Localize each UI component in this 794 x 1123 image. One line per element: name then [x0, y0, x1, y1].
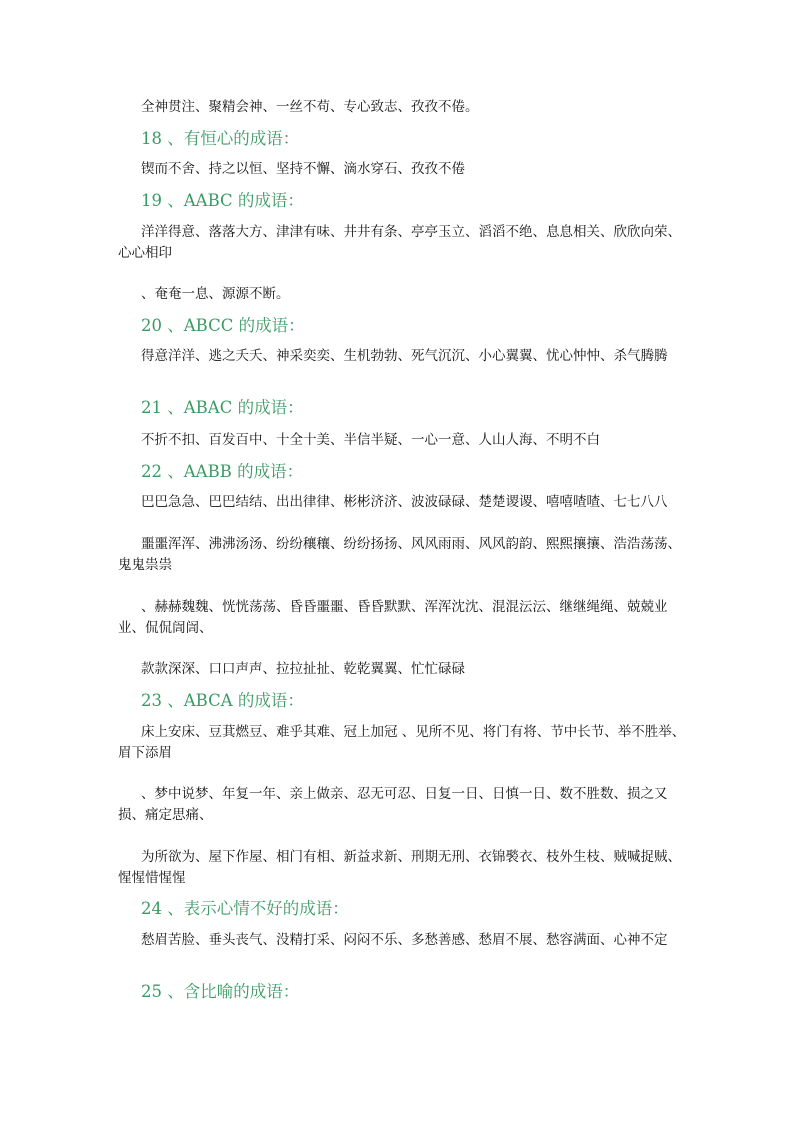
- paragraph-abcc-idioms: 得意洋洋、逃之夭夭、神采奕奕、生机勃勃、死气沉沉、小心翼翼、忧心忡忡、杀气腾腾: [141, 348, 668, 364]
- heading-23: 23 、ABCA 的成语：: [141, 691, 304, 710]
- paragraph-aabc-continued: 、奄奄一息、源源不断。: [141, 286, 290, 302]
- heading-21: 21 、ABAC 的成语：: [141, 398, 304, 417]
- paragraph-aabb-idioms-2: 噩噩浑浑、沸沸汤汤、纷纷穰穰、纷纷扬扬、风风雨雨、风风韵韵、熙熙攘攘、浩浩荡荡、鬼鬼祟祟: [118, 536, 681, 573]
- paragraph-bad-mood-idioms: 愁眉苦脸、垂头丧气、没精打采、闷闷不乐、多愁善感、愁眉不展、愁容满面、心神不定: [141, 932, 668, 948]
- paragraph-abac-idioms: 不折不扣、百发百中、十全十美、半信半疑、一心一意、人山人海、不明不白: [141, 432, 600, 448]
- heading-20: 20 、ABCC 的成语：: [141, 316, 305, 335]
- paragraph-abca-idioms-2: 、梦中说梦、年复一年、亲上做亲、忍无可忍、日复一日、日慎一日、数不胜数、损之又损、痛定思痛、: [118, 786, 668, 823]
- heading-22: 22 、AABB 的成语：: [141, 462, 304, 481]
- paragraph-aabb-idioms-1: 巴巴急急、巴巴结结、出出律律、彬彬济济、波波碌碌、楚楚谡谡、嘻嘻喳喳、七七八八: [141, 494, 668, 510]
- heading-25: 25 、含比喻的成语：: [141, 982, 300, 1001]
- paragraph-focus-idioms: 全神贯注、聚精会神、一丝不苟、专心致志、孜孜不倦。: [141, 99, 479, 115]
- paragraph-aabc-idioms: 洋洋得意、落落大方、津津有味、井井有条、亭亭玉立、滔滔不绝、息息相关、欣欣向荣、心心相印: [118, 224, 681, 261]
- heading-24: 24 、表示心情不好的成语：: [141, 899, 349, 918]
- heading-18: 18 、有恒心的成语：: [141, 129, 300, 148]
- paragraph-abca-idioms-1: 床上安床、豆萁燃豆、难乎其难、冠上加冠 、见所不见、将门有将、节中长节、举不胜举、眉下添眉: [118, 724, 686, 761]
- paragraph-perseverance-idioms: 锲而不舍、持之以恒、坚持不懈、滴水穿石、孜孜不倦: [141, 161, 465, 177]
- heading-19: 19 、AABC 的成语：: [141, 191, 304, 210]
- paragraph-abca-idioms-3: 为所欲为、屋下作屋、相门有相、新益求新、刑期无刑、衣锦褧衣、枝外生枝、贼喊捉贼、惺惺惜惺惺: [118, 849, 681, 886]
- paragraph-aabb-idioms-3: 、赫赫魏魏、恍恍荡荡、昏昏噩噩、昏昏默默、浑浑沈沈、混混沄沄、继继绳绳、兢兢业业、侃侃訚訚、: [118, 599, 668, 636]
- paragraph-aabb-idioms-4: 款款深深、口口声声、拉拉扯扯、乾乾翼翼、忙忙碌碌: [141, 661, 465, 677]
